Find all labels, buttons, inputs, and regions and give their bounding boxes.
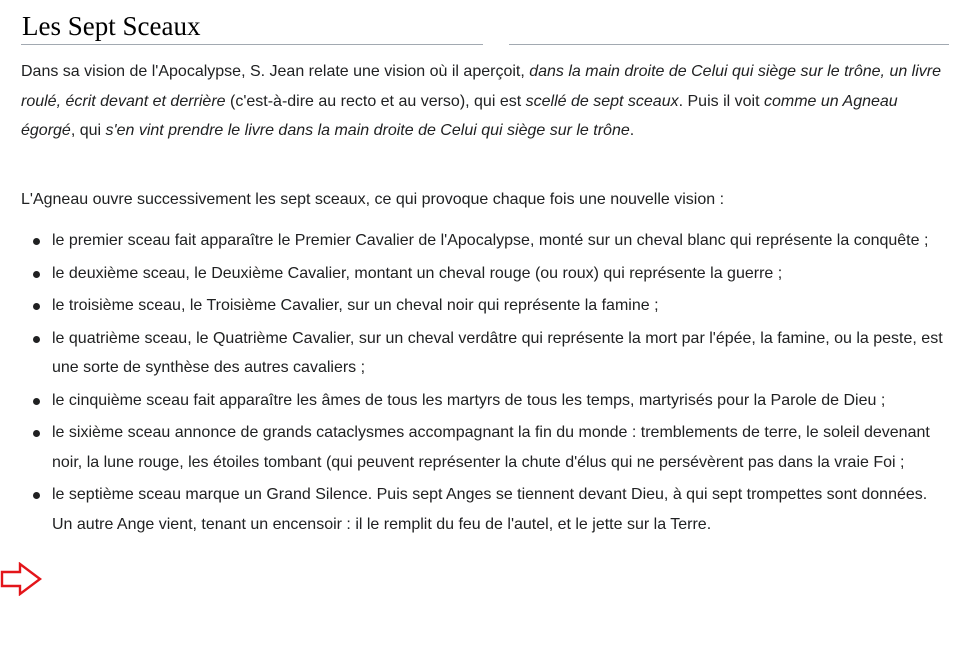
list-item-seal-5 bbox=[21, 386, 951, 416]
heading-rule-gap bbox=[483, 8, 509, 45]
seal-text: le deuxième sceau, le Deuxième Cavalier, montant un cheval rouge (ou roux) qui représente la guerre ; bbox=[52, 264, 783, 282]
intro-text: . Puis il voit bbox=[678, 92, 764, 110]
intro-quote-lamb: comme un Agneau égorgé bbox=[21, 92, 898, 139]
bullet-icon bbox=[33, 336, 40, 343]
bullet-icon bbox=[33, 238, 40, 245]
intro-quote-seals: scellé de sept sceaux bbox=[525, 92, 679, 110]
intro-text: . bbox=[629, 122, 635, 139]
red-outline-arrow-icon bbox=[0, 562, 44, 596]
seal-text: le septième sceau marque un Grand Silence. Puis sept Anges se tiennent devant Dieu, à qui sept trompettes sont données. Un autre Ange vient, tenant un encensoir : il le remplit du feu de l'autel, et le jette sur la Terre. bbox=[52, 486, 928, 533]
seal-text: le sixième sceau annonce de grands cataclysmes accompagnant la fin du monde : tremblements de terre, le soleil devenant noir, la lune rouge, les étoiles tombant (qui peuvent représenter la chute d'élus qui ne persévèrent pas dans la vraie Foi ; bbox=[52, 424, 930, 471]
list-item-seal-2 bbox=[21, 259, 951, 289]
seal-text: le cinquième sceau fait apparaître les âmes de tous les martyrs de tous les temps, martyrisés pour la Parole de Dieu ; bbox=[52, 391, 886, 409]
list-item-seal-4 bbox=[21, 324, 951, 383]
list-item-seal-1 bbox=[21, 226, 951, 256]
intro-quote-book: dans la main droite de Celui qui siège sur le trône, un livre roulé, écrit devant et derrière bbox=[21, 63, 942, 110]
bullet-icon bbox=[33, 492, 40, 499]
intro-quote-throne: s'en vint prendre le livre dans la main droite de Celui qui siège sur le trône bbox=[105, 122, 630, 139]
section-heading bbox=[21, 8, 949, 45]
bullet-icon bbox=[33, 430, 40, 437]
bullet-icon bbox=[33, 398, 40, 405]
list-item-seal-3 bbox=[21, 291, 951, 321]
list-item-seal-6 bbox=[21, 418, 951, 477]
lead-paragraph: L'Agneau ouvre successivement les sept sceaux, ce qui provoque chaque fois une nouvelle vision : bbox=[21, 191, 725, 208]
bullet-icon bbox=[33, 271, 40, 278]
seal-text: le premier sceau fait apparaître le Premier Cavalier de l'Apocalypse, monté sur un cheval blanc qui représente la conquête ; bbox=[52, 232, 929, 249]
seal-text: le troisième sceau, le Troisième Cavalier, sur un cheval noir qui représente la famine ; bbox=[52, 297, 659, 314]
section-title: Les Sept Sceaux bbox=[22, 11, 201, 41]
intro-text: Dans sa vision de l'Apocalypse, S. Jean relate une vision où il aperçoit, bbox=[21, 63, 530, 80]
seals-list bbox=[21, 226, 951, 542]
intro-text: , qui bbox=[70, 122, 106, 139]
intro-paragraph bbox=[21, 57, 941, 146]
list-item-seal-7 bbox=[21, 480, 951, 539]
bullet-icon bbox=[33, 303, 40, 310]
intro-text: (c'est-à-dire au recto et au verso), qui est bbox=[225, 92, 526, 110]
seal-text: le quatrième sceau, le Quatrième Cavalier, sur un cheval verdâtre qui représente la mort par l'épée, la famine, ou la peste, est une sorte de synthèse des autres cavaliers ; bbox=[52, 329, 943, 376]
